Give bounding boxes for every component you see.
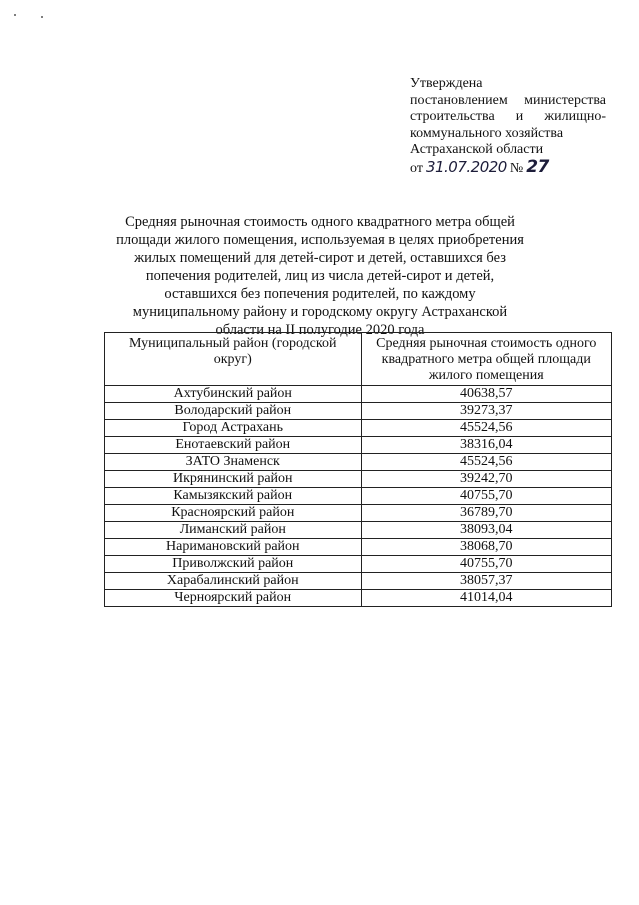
district-name-cell: Ахтубинский район (105, 386, 362, 403)
price-cell: 38068,70 (361, 539, 611, 556)
district-name-cell: Наримановский район (105, 539, 362, 556)
document-heading: Средняя рыночная стоимость одного квадратного метра общей площади жилого помещения, используемая в целях приобретения жилых помещений для детей-сирот и детей, оставшихся без попечения родителей, лиц из числа детей-сирот и детей, оставшихся без попечения родителей, по каждому муниципальному району и городскому округу Астраханской области на II полугодие 2020 года (116, 214, 524, 338)
approval-word: министерства (524, 92, 606, 108)
approval-line: Утверждена (410, 76, 483, 91)
district-name-cell: Приволжский район (105, 556, 362, 573)
price-table (104, 332, 612, 607)
date-prefix: от (410, 160, 423, 176)
approval-word: строительства (410, 109, 495, 124)
approval-date-line (410, 156, 606, 178)
table-row (105, 590, 612, 607)
table-row (105, 556, 612, 573)
table-row (105, 420, 612, 437)
district-name-cell: Город Астрахань (105, 420, 362, 437)
table-row (105, 437, 612, 454)
district-name-cell: Камызякский район (105, 488, 362, 505)
table-row (105, 539, 612, 556)
price-cell: 45524,56 (361, 420, 611, 437)
price-cell: 40755,70 (361, 488, 611, 505)
district-name-cell: Красноярский район (105, 505, 362, 522)
approval-word: постановлением (410, 92, 508, 108)
header-price: Средняя рыночная стоимость одного квадратного метра общей площади жилого помещения (361, 333, 611, 386)
price-cell: 39242,70 (361, 471, 611, 488)
approval-line (410, 93, 606, 110)
table-row (105, 488, 612, 505)
table-row (105, 403, 612, 420)
district-name-cell: Харабалинский район (105, 573, 362, 590)
scan-speck (14, 14, 16, 16)
district-name-cell: Икрянинский район (105, 471, 362, 488)
approval-block (410, 76, 606, 177)
price-cell: 40638,57 (361, 386, 611, 403)
price-cell: 36789,70 (361, 505, 611, 522)
table-body (105, 386, 612, 607)
approval-line: коммунального хозяйства (410, 125, 564, 141)
approval-word: и (515, 109, 524, 124)
price-cell: 41014,04 (361, 590, 611, 607)
approval-line: Астраханской области (410, 142, 544, 157)
table-row (105, 386, 612, 403)
approval-line (410, 109, 606, 126)
district-name-cell: Володарский район (105, 403, 362, 420)
approval-word: жилищно- (544, 109, 606, 124)
table-row (105, 505, 612, 522)
number-sign: № (509, 160, 524, 176)
table-row (105, 454, 612, 471)
price-cell: 40755,70 (361, 556, 611, 573)
handwritten-number: 27 (526, 156, 549, 177)
table-row (105, 471, 612, 488)
table-row (105, 522, 612, 539)
price-cell: 39273,37 (361, 403, 611, 420)
table-row (105, 573, 612, 590)
district-name-cell: ЗАТО Знаменск (105, 454, 362, 471)
price-cell: 38057,37 (361, 573, 611, 590)
table-header-row (105, 333, 612, 386)
price-cell: 38316,04 (361, 437, 611, 454)
scan-speck (41, 16, 43, 18)
district-name-cell: Лиманский район (105, 522, 362, 539)
price-cell: 38093,04 (361, 522, 611, 539)
handwritten-date: 31.07.2020 (425, 157, 507, 176)
district-name-cell: Енотаевский район (105, 437, 362, 454)
price-cell: 45524,56 (361, 454, 611, 471)
district-name-cell: Черноярский район (105, 590, 362, 607)
header-district: Муниципальный район (городской округ) (105, 333, 362, 386)
